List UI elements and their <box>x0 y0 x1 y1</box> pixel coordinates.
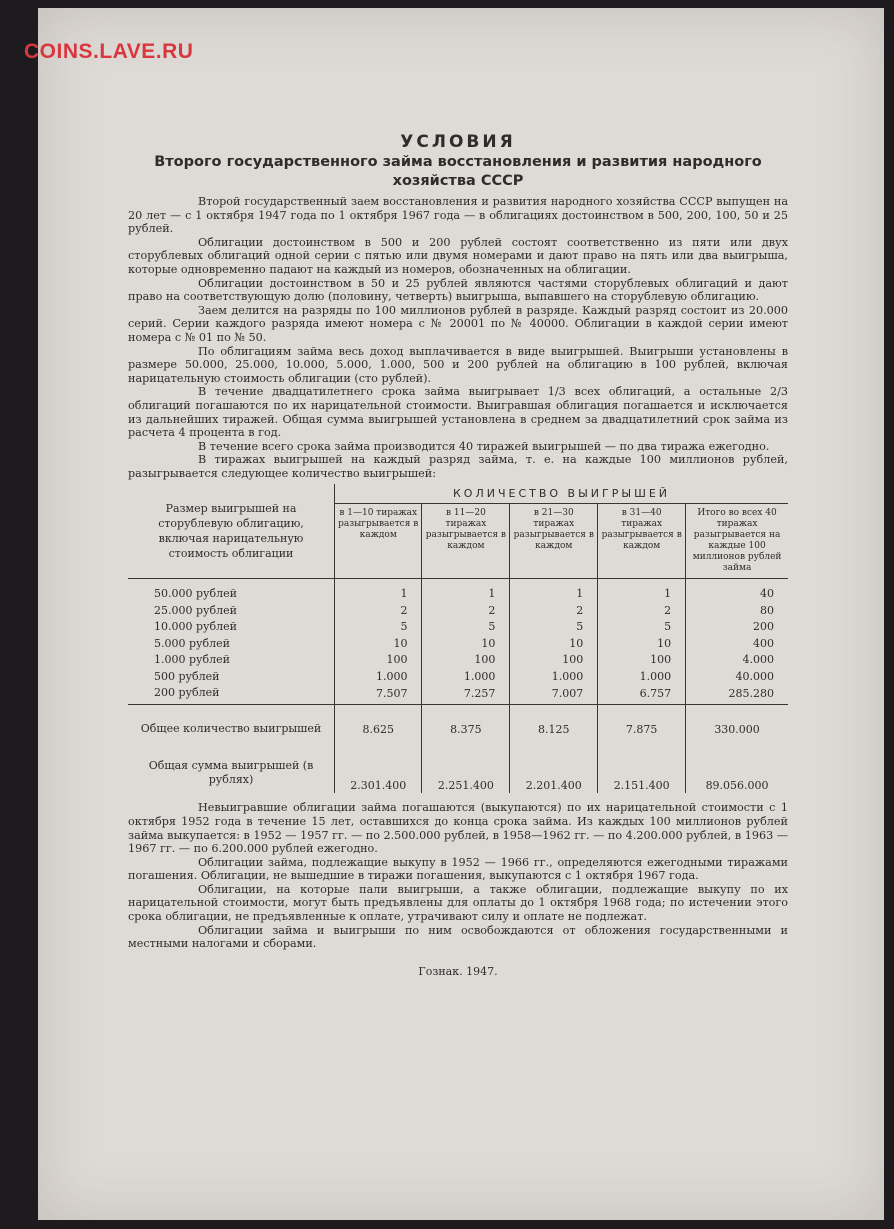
table-row <box>128 579 788 603</box>
paragraph: В течение всего срока займа производится 40 тиражей выигрышей — по два тиража ежегодно. <box>198 439 770 453</box>
table-row-total-sum <box>128 753 788 793</box>
cell: 40 <box>686 579 788 603</box>
cell: 330.000 <box>686 705 788 754</box>
cell: 1.000 <box>510 669 598 685</box>
cell: 4.000 <box>686 652 788 668</box>
document-subtitle: Второго государственного займа восстановления и развития народного хозяйства СССР <box>154 154 762 189</box>
cell: 6.757 <box>598 685 686 705</box>
cell: 1.000 <box>335 669 422 685</box>
cell: 5 <box>335 619 422 635</box>
cell: 2 <box>335 603 422 619</box>
cell: 2.251.400 <box>422 753 510 793</box>
cell: 400 <box>686 636 788 652</box>
cell: 8.125 <box>510 705 598 754</box>
paragraph: В течение двадцатилетнего срока займа выигрывает 1/3 всех облигаций, а остальные 2/3 облигаций погашаются по их нарицательной стоимости. Выигравшая облигация погашается и исключается из дальнейших тиражей. Общая сумма выигрышей установлена в среднем за двадцатилетний срок займа из расчета 4 процента в год. <box>128 385 788 440</box>
total-sum-label: Общая сумма выигрышей (в рублях) <box>128 753 335 793</box>
cell: 1 <box>422 579 510 603</box>
cell: 1.000 <box>598 669 686 685</box>
cell: 100 <box>598 652 686 668</box>
total-count-label: Общее количество выигрышей <box>128 705 335 754</box>
table-row <box>128 603 788 619</box>
row-label: 10.000 рублей <box>128 619 335 635</box>
paragraph: В тиражах выигрышей на каждый разряд займа, т. е. на каждые 100 миллионов рублей, разыгрывается следующее количество выигрышей: <box>128 453 788 480</box>
cell: 10 <box>422 636 510 652</box>
cell: 7.507 <box>335 685 422 705</box>
row-label: 5.000 рублей <box>128 636 335 652</box>
table-left-header: Размер выигрышей на сторублевую облигацию, включая нарицательную стоимость облигации <box>128 484 335 579</box>
table-row <box>128 619 788 635</box>
column-header: в 31—40 тиражах разыгрывается в каждом <box>598 504 686 579</box>
document-title: УСЛОВИЯ <box>400 132 516 152</box>
table-row <box>128 652 788 668</box>
cell: 8.625 <box>335 705 422 754</box>
table-row <box>128 685 788 705</box>
row-label: 1.000 рублей <box>128 652 335 668</box>
cell: 100 <box>422 652 510 668</box>
cell: 5 <box>422 619 510 635</box>
column-header: в 11—20 тиражах разыгрывается в каждом <box>422 504 510 579</box>
row-label: 500 рублей <box>128 669 335 685</box>
document-content <box>128 132 788 978</box>
row-label: 25.000 рублей <box>128 603 335 619</box>
paragraph: Облигации достоинством в 50 и 25 рублей являются частями сторублевых облигаций и дают право на соответствующую долю (половину, четверть) выигрыша, выпавшего на сторублевую облигацию. <box>128 276 788 304</box>
bottom-text <box>128 801 788 951</box>
paragraph: По облигациям займа весь доход выплачивается в виде выигрышей. Выигрыши установлены в размере 50.000, 25.000, 10.000, 5.000, 1.000, 500 и 200 рублей на облигацию в 100 рублей, включая нарицательную стоимость облигации (сто рублей). <box>128 344 788 385</box>
table-row <box>128 669 788 685</box>
cell: 40.000 <box>686 669 788 685</box>
site-watermark: COINS.LAVE.RU <box>24 40 194 63</box>
cell: 10 <box>335 636 422 652</box>
paragraph: Облигации займа и выигрыши по ним освобождаются от обложения государственными и местными налогами и сборами. <box>128 923 788 951</box>
cell: 1.000 <box>422 669 510 685</box>
cell: 100 <box>510 652 598 668</box>
column-header: в 1—10 тиражах разыгрывается в каждом <box>335 504 422 579</box>
cell: 1 <box>335 579 422 603</box>
paragraph: Облигации займа, подлежащие выкупу в 1952 — 1966 гг., определяются ежегодными тиражами погашения. Облигации, не вышедшие в тиражи погашения, выкупаются с 1 октября 1967 года. <box>128 855 788 883</box>
cell: 80 <box>686 603 788 619</box>
row-label: 50.000 рублей <box>128 579 335 603</box>
cell: 7.007 <box>510 685 598 705</box>
cell: 5 <box>598 619 686 635</box>
cell: 5 <box>510 619 598 635</box>
cell: 2.151.400 <box>598 753 686 793</box>
row-label: 200 рублей <box>128 685 335 705</box>
cell: 2 <box>598 603 686 619</box>
cell: 100 <box>335 652 422 668</box>
cell: 2 <box>422 603 510 619</box>
paragraph: Второй государственный заем восстановления и развития народного хозяйства СССР выпущен на 20 лет — с 1 октября 1947 года по 1 октября 1967 года — в облигациях достоинством в 500, 200, 100, 50 и 25 рублей. <box>128 195 788 236</box>
table-row <box>128 636 788 652</box>
column-header: в 21—30 тиражах разыгрывается в каждом <box>510 504 598 579</box>
cell: 2.301.400 <box>335 753 422 793</box>
cell: 10 <box>598 636 686 652</box>
paragraph: Невыигравшие облигации займа погашаются (выкупаются) по их нарицательной стоимости с 1 октября 1952 года в течение 15 лет, оставшихся до конца срока займа. Из каждых 100 миллионов рублей займа выкупается: в 1952 — 1957 гг. — по 2.500.000 рублей, в 1958—1962 гг. — по 4.200.000 рублей, в 1963 — 1967 гг. — по 6.200.000 рублей ежегодно. <box>128 801 788 856</box>
cell: 285.280 <box>686 685 788 705</box>
cell: 200 <box>686 619 788 635</box>
cell: 7.875 <box>598 705 686 754</box>
cell: 89.056.000 <box>686 753 788 793</box>
cell: 7.257 <box>422 685 510 705</box>
cell: 1 <box>598 579 686 603</box>
table-row-total-count <box>128 705 788 754</box>
cell: 2 <box>510 603 598 619</box>
paragraph: Облигации, на которые пали выигрыши, а также облигации, подлежащие выкупу по их нарицательной стоимости, могут быть предъявлены для оплаты до 1 октября 1968 года; по истечении этого срока облигации, не предъявленные к оплате, утрачивают силу и оплате не подлежат. <box>128 882 788 924</box>
cell: 10 <box>510 636 598 652</box>
winnings-table <box>128 484 788 793</box>
paragraph: Заем делится на разряды по 100 миллионов рублей в разряде. Каждый разряд состоит из 20.000 серий. Серии каждого разряда имеют номера с № 20001 по № 40000. Облигации в каждой серии имеют номера с № 01 по № 50. <box>128 303 788 344</box>
cell: 2.201.400 <box>510 753 598 793</box>
cell: 8.375 <box>422 705 510 754</box>
table-top-header: КОЛИЧЕСТВО ВЫИГРЫШЕЙ <box>335 484 789 504</box>
column-header: Итого во всех 40 тиражах разыгрывается на каждые 100 миллионов рублей займа <box>686 504 788 579</box>
cell: 1 <box>510 579 598 603</box>
printer-imprint: Гознак. 1947. <box>418 964 498 978</box>
paragraph: Облигации достоинством в 500 и 200 рублей состоят соответственно из пяти или двух сторублевых облигаций одной серии с пятью или двумя номерами и дают право на пять или два выигрыша, которые одновременно падают на каждый из номеров, обозначенных на облигации. <box>128 235 788 276</box>
